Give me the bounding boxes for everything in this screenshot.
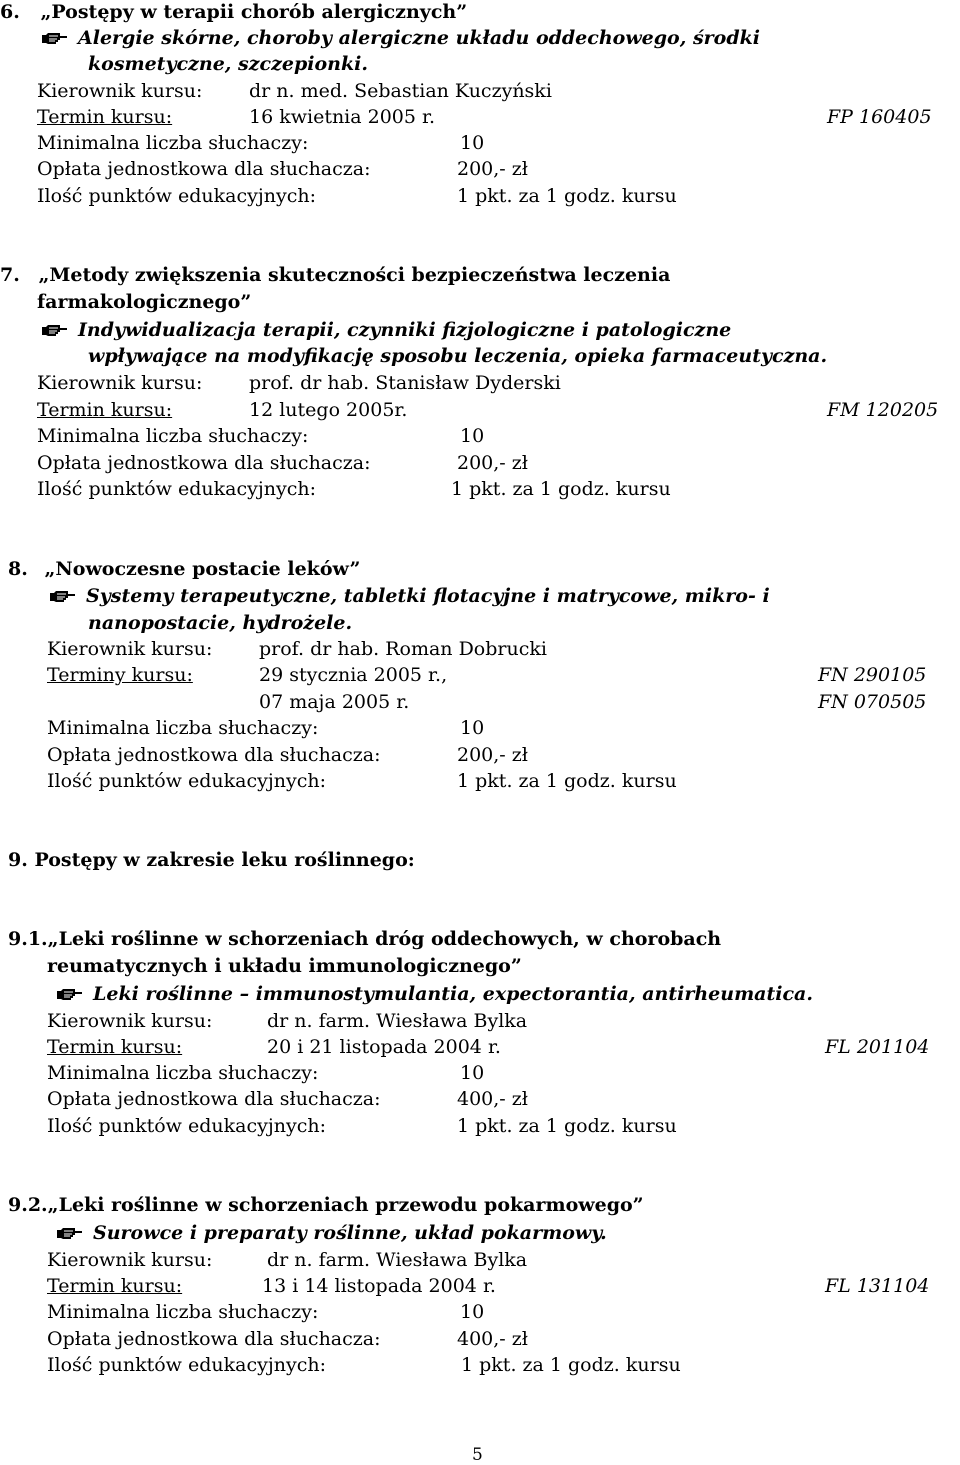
section-8-heading (8, 557, 360, 581)
course-code: FL 201104 (825, 1036, 930, 1058)
section-7-heading (0, 263, 670, 287)
topic-line: Systemy terapeutyczne, tabletki flotacyjne i matrycowe, mikro- i (48, 584, 770, 608)
min-row: Minimalna liczba słuchaczy: 10 (47, 1301, 485, 1323)
points-row: Ilość punktów edukacyjnych: 1 pkt. za 1 godz. kursu (37, 185, 677, 207)
section-6-heading (0, 0, 467, 24)
leader-row: Kierownik kursu: prof. dr hab. Roman Dobrucki (47, 638, 547, 660)
date-row: Termin kursu: 20 i 21 listopada 2004 r. (47, 1036, 501, 1058)
course-code: FN 070505 (818, 691, 927, 713)
date-value: 16 kwietnia 2005 r. (249, 106, 436, 128)
topic-line: Leki roślinne – immunostymulantia, expectorantia, antirheumatica. (55, 982, 813, 1006)
course-code: FM 120205 (827, 399, 939, 421)
section-number: 9.2. (8, 1194, 48, 1216)
pointing-hand-icon (40, 26, 78, 50)
points-row: Ilość punktów edukacyjnych: 1 pkt. za 1 godz. kursu (47, 770, 677, 792)
topic-line: nanopostacie, hydrożele. (88, 612, 353, 634)
topic-line: Indywidualizacja terapii, czynniki fizjologiczne i patologiczne (40, 318, 731, 342)
section-title: reumatycznych i układu immunologicznego” (47, 955, 522, 977)
fee-row: Opłata jednostkowa dla słuchacza: 200,- zł (47, 744, 528, 766)
section-title: „Nowoczesne postacie leków” (44, 558, 361, 580)
points-row: Ilość punktów edukacyjnych: 1 pkt. za 1 godz. kursu (47, 1354, 681, 1376)
course-code: FP 160405 (827, 106, 932, 128)
topic-line: wpływające na modyfikację sposobu leczenia, opieka farmaceutyczna. (88, 345, 828, 367)
points-row: Ilość punktów edukacyjnych: 1 pkt. za 1 godz. kursu (37, 478, 671, 500)
date-label: Termin kursu: (37, 106, 173, 128)
pointing-hand-icon (40, 318, 78, 342)
min-row: Minimalna liczba słuchaczy: 10 (37, 132, 485, 154)
min-row: Minimalna liczba słuchaczy: 10 (47, 717, 485, 739)
section-9-2-heading (8, 1193, 644, 1217)
pointing-hand-icon (48, 584, 86, 608)
date-row: Terminy kursu: 29 stycznia 2005 r., (47, 664, 448, 686)
fee-row: Opłata jednostkowa dla słuchacza: 200,- zł (37, 452, 528, 474)
section-number: 9.1. (8, 928, 48, 950)
course-code: FL 131104 (825, 1275, 930, 1297)
date-row: Termin kursu: 12 lutego 2005r. (37, 399, 408, 421)
course-code: FN 290105 (818, 664, 927, 686)
fee-row: Opłata jednostkowa dla słuchacza: 400,- zł (47, 1328, 528, 1350)
fee-row: Opłata jednostkowa dla słuchacza: 400,- zł (47, 1088, 528, 1110)
min-row: Minimalna liczba słuchaczy: 10 (37, 425, 485, 447)
topic-line: Alergie skórne, choroby alergiczne układu oddechowego, środki (40, 26, 760, 50)
section-number: 8. (8, 558, 28, 580)
pointing-hand-icon (55, 1221, 93, 1245)
date-row: Termin kursu: 13 i 14 listopada 2004 r. (47, 1275, 496, 1297)
section-title: „Leki roślinne w schorzeniach przewodu pokarmowego” (47, 1194, 644, 1216)
section-title: „Leki roślinne w schorzeniach dróg oddechowych, w chorobach (47, 928, 722, 950)
leader-label: Kierownik kursu: (37, 80, 203, 102)
topic-line: kosmetyczne, szczepionki. (88, 53, 368, 75)
page-number: 5 (472, 1445, 483, 1465)
leader-value: dr n. med. Sebastian Kuczyński (249, 80, 552, 102)
leader-row: Kierownik kursu: dr n. farm. Wiesława Bylka (47, 1249, 528, 1271)
leader-row: Kierownik kursu: dr n. farm. Wiesława Bylka (47, 1010, 528, 1032)
section-9-heading: 9. Postępy w zakresie leku roślinnego: (8, 849, 415, 871)
section-9-1-heading (8, 927, 721, 951)
fee-row: Opłata jednostkowa dla słuchacza: 200,- zł (37, 158, 528, 180)
section-title: farmakologicznego” (37, 291, 252, 313)
points-row: Ilość punktów edukacyjnych: 1 pkt. za 1 godz. kursu (47, 1115, 677, 1137)
section-number: 7. (0, 264, 20, 286)
section-number: 6. (0, 1, 20, 23)
leader-row: Kierownik kursu: prof. dr hab. Stanisław Dyderski (37, 372, 561, 394)
date-value: 07 maja 2005 r. (259, 691, 410, 713)
topic-line: Surowce i preparaty roślinne, układ pokarmowy. (55, 1221, 607, 1245)
leader-row (37, 79, 552, 103)
min-row: Minimalna liczba słuchaczy: 10 (47, 1062, 485, 1084)
section-title: „Postępy w terapii chorób alergicznych” (40, 1, 468, 23)
section-title: „Metody zwiększenia skuteczności bezpieczeństwa leczenia (38, 264, 671, 286)
date-row (37, 105, 436, 129)
pointing-hand-icon (55, 982, 93, 1006)
